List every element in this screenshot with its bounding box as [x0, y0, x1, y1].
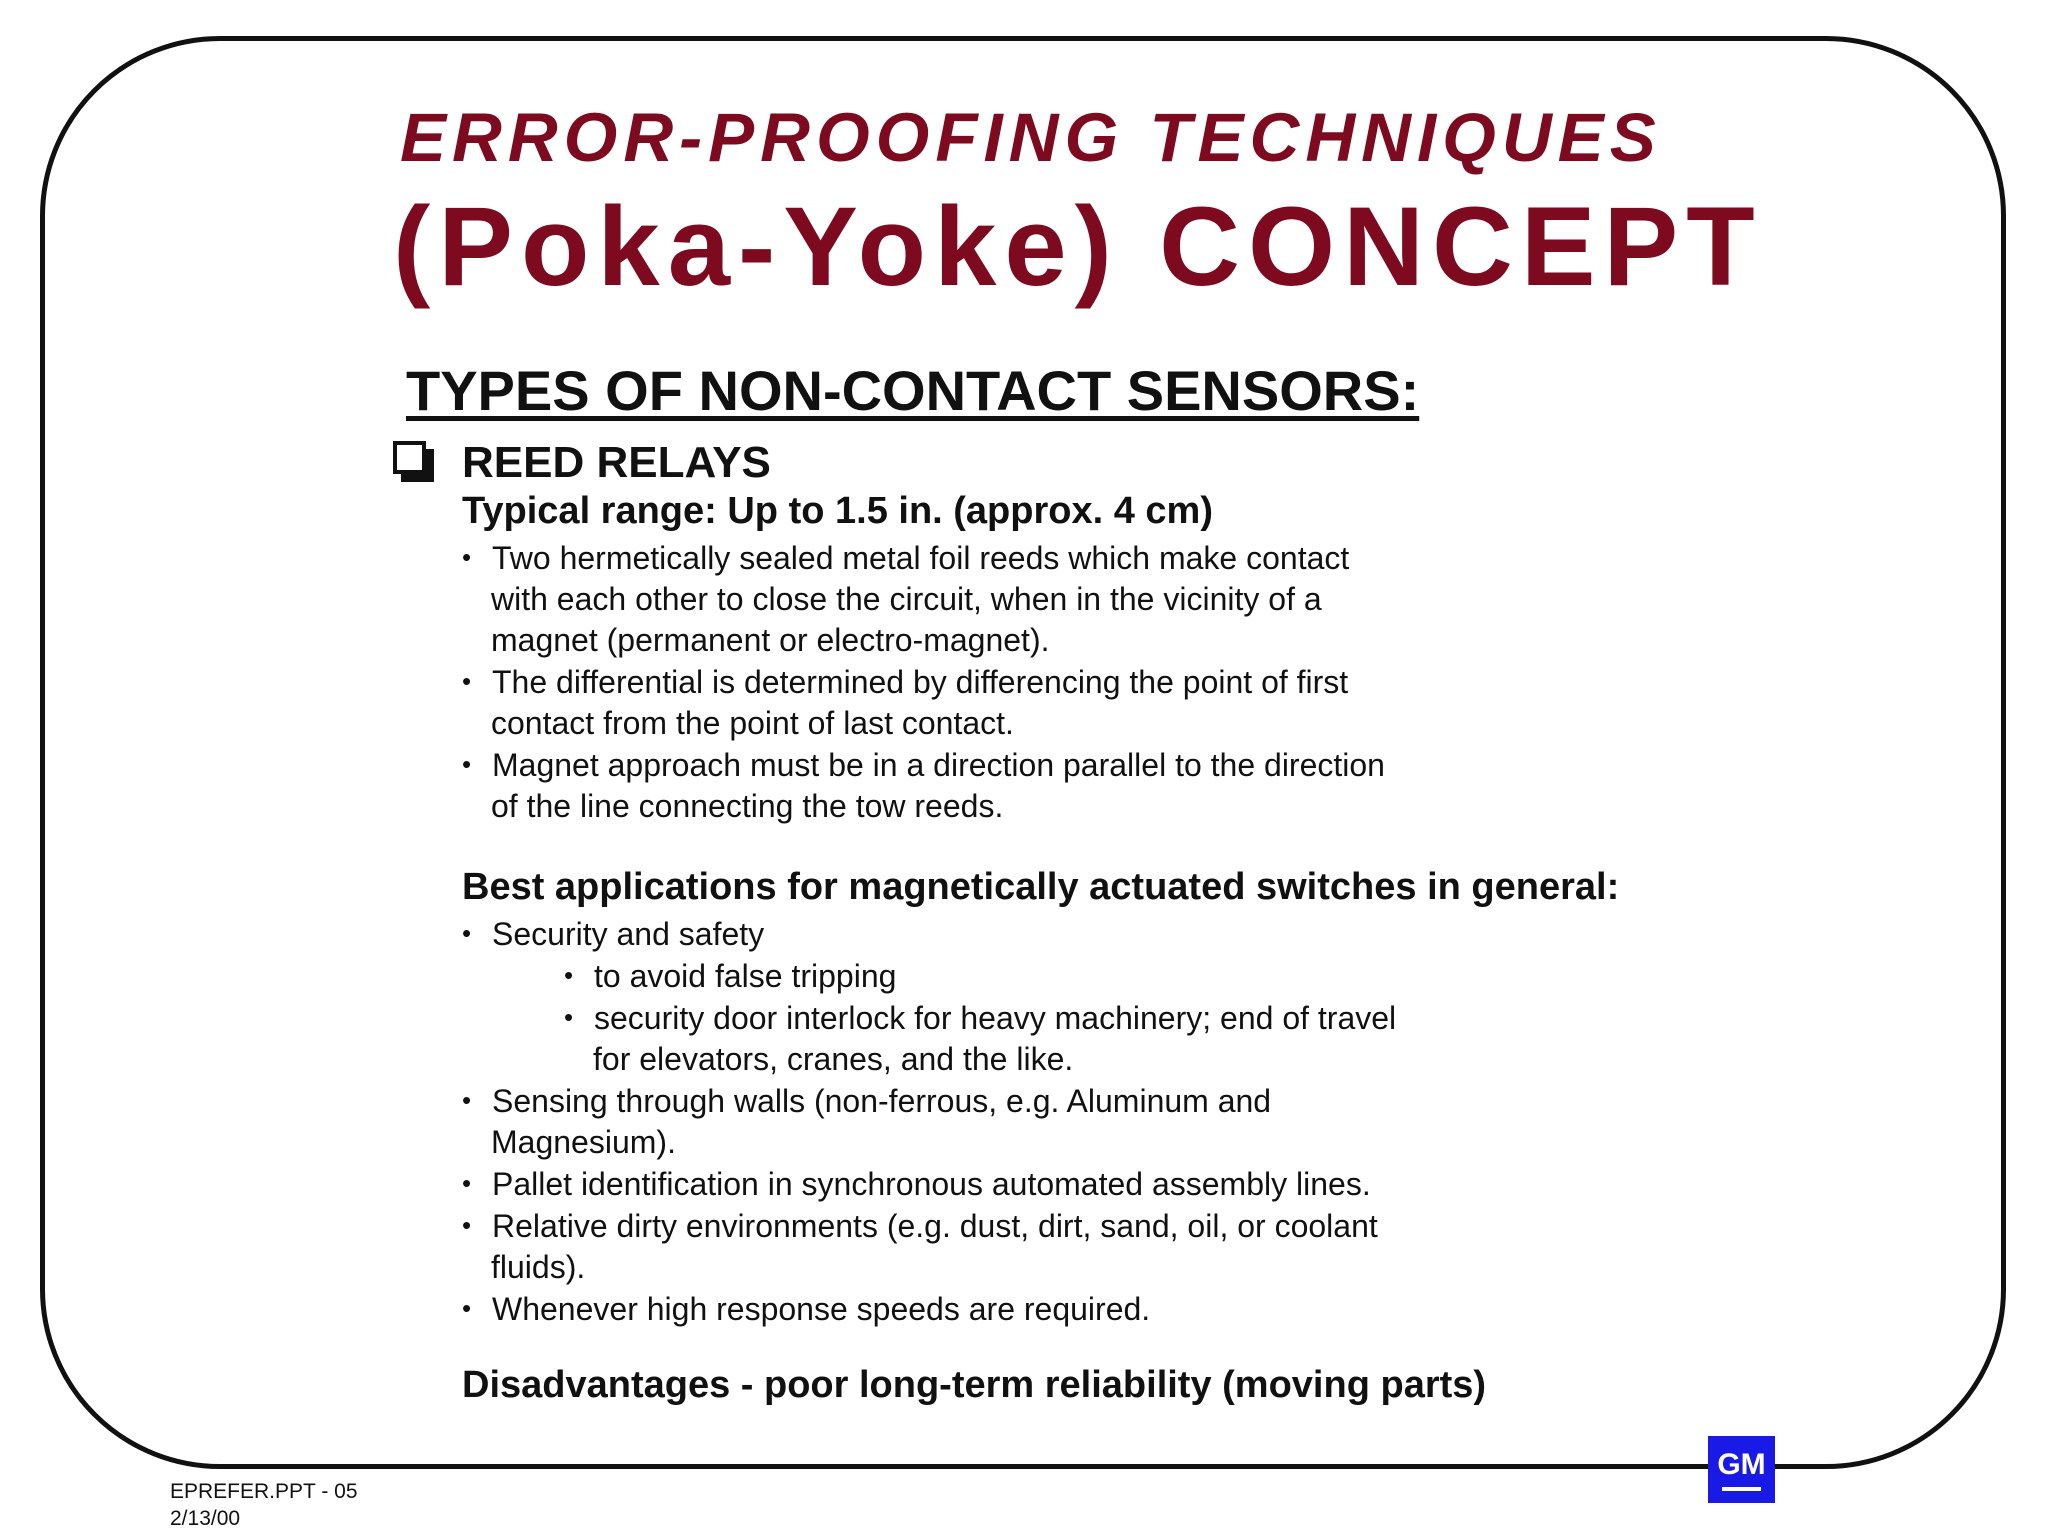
bullet-icon: • [462, 1085, 472, 1115]
bullet-icon: • [462, 666, 472, 696]
bullet-icon: • [462, 1293, 472, 1323]
list-item: • Pallet identification in synchronous automated assembly lines. [462, 1163, 1396, 1205]
logo-text: GM [1717, 1448, 1766, 1481]
bullet-icon: • [462, 542, 472, 572]
applications-list [462, 913, 1396, 1330]
bullet-icon: • [564, 1002, 574, 1032]
bullet-icon: • [564, 960, 574, 990]
title-line-1: ERROR-PROOFING TECHNIQUES [400, 99, 1662, 176]
description-list [462, 537, 1385, 827]
title-line-2: (Poka-Yoke) CONCEPT [393, 184, 1763, 309]
bullet-icon: • [462, 749, 472, 779]
bullet-icon: • [462, 918, 472, 948]
footer-filename: EPREFER.PPT - 05 [170, 1480, 358, 1503]
list-item: • Magnet approach must be in a direction parallel to the direction [462, 744, 1385, 786]
list-item: • Sensing through walls (non-ferrous, e.g. Aluminum and [462, 1080, 1396, 1122]
list-item: • Security and safety [462, 913, 1396, 955]
list-item: contact from the point of last contact. [491, 705, 1014, 741]
list-item: fluids). [491, 1249, 586, 1285]
list-item: • security door interlock for heavy machinery; end of travel [462, 997, 1396, 1039]
list-item: with each other to close the circuit, when in the vicinity of a [491, 581, 1322, 617]
list-item: Magnesium). [491, 1124, 676, 1160]
logo-underline [1722, 1487, 1761, 1491]
subsection-title: REED RELAYS [462, 438, 771, 487]
checkbox-bullet-icon [393, 441, 426, 474]
section-heading: TYPES OF NON-CONTACT SENSORS: [406, 359, 1420, 422]
bullet-icon: • [462, 1168, 472, 1198]
disadvantages: Disadvantages - poor long-term reliability (moving parts) [462, 1364, 1487, 1406]
footer-date: 2/13/00 [170, 1507, 241, 1530]
gm-logo [1708, 1436, 1775, 1503]
list-item: magnet (permanent or electro-magnet). [491, 622, 1050, 658]
list-item: • Relative dirty environments (e.g. dust, dirt, sand, oil, or coolant [462, 1205, 1396, 1247]
list-item: for elevators, cranes, and the like. [593, 1041, 1074, 1077]
footer [170, 1478, 358, 1532]
typical-range: Typical range: Up to 1.5 in. (approx. 4 cm) [462, 490, 1214, 532]
list-item: • to avoid false tripping [462, 955, 1396, 997]
list-item: of the line connecting the tow reeds. [491, 788, 1004, 824]
list-item: • Two hermetically sealed metal foil reeds which make contact [462, 537, 1385, 579]
bullet-icon: • [462, 1210, 472, 1240]
list-item: • Whenever high response speeds are required. [462, 1288, 1396, 1330]
list-item: • The differential is determined by differencing the point of first [462, 661, 1385, 703]
best-applications-heading: Best applications for magnetically actuated switches in general: [462, 866, 1620, 908]
